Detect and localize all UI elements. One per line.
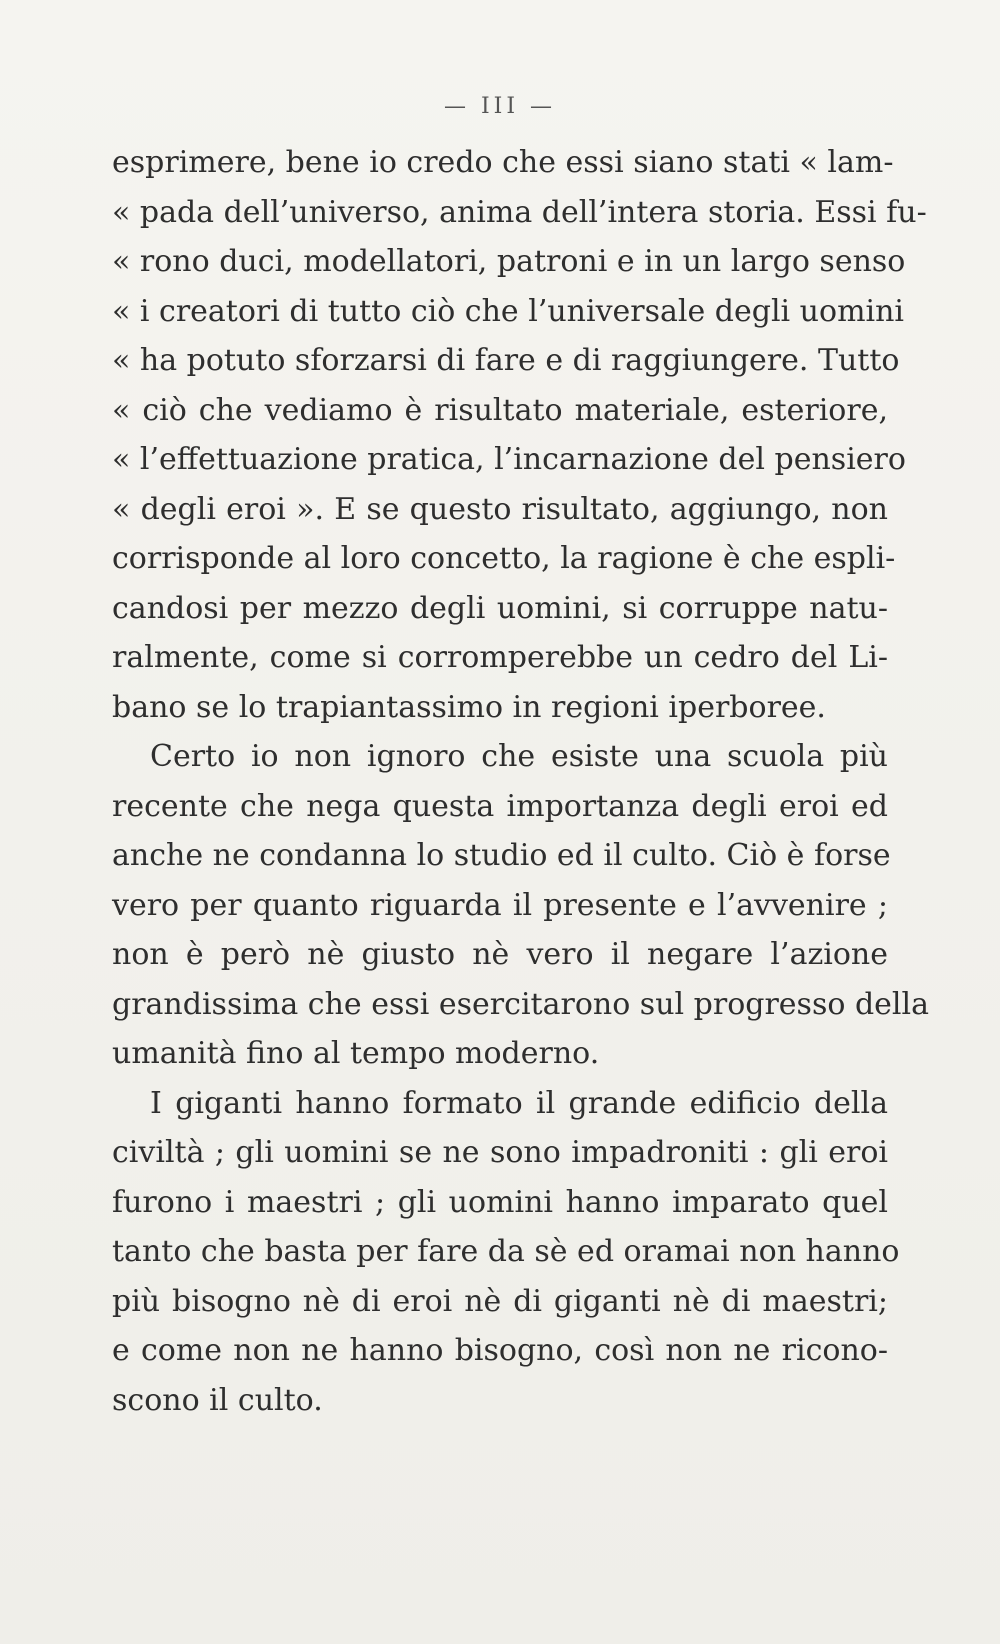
text-line: furono i maestri ; gli uomini hanno imparato quel xyxy=(112,1184,888,1220)
text-line: « l’effettuazione pratica, l’incarnazione del pensiero xyxy=(112,442,906,477)
page-number: — III — xyxy=(443,94,557,119)
text-line: « ciò che vediamo è risultato materiale, esteriore, xyxy=(112,392,888,428)
text-line: « degli eroi ». E se questo risultato, aggiungo, non xyxy=(112,491,888,527)
paragraph-end-line: bano se lo trapiantassimo in regioni iperboree. xyxy=(112,689,826,725)
paragraph-start-line: I giganti hanno formato il grande edificio della xyxy=(150,1085,888,1121)
paragraph-end-line: umanità fino al tempo moderno. xyxy=(112,1036,600,1071)
text-line: civiltà ; gli uomini se ne sono impadroniti : gli eroi xyxy=(112,1135,888,1170)
text-line: esprimere, bene io credo che essi siano stati « lam- xyxy=(112,145,894,180)
text-line: « pada dell’universo, anima dell’intera storia. Essi fu- xyxy=(112,194,927,230)
text-line: anche ne condanna lo studio ed il culto. Ciò è forse xyxy=(112,838,891,873)
paragraph-end-line: scono il culto. xyxy=(112,1382,323,1418)
text-line: tanto che basta per fare da sè ed oramai non hanno xyxy=(112,1234,900,1269)
text-line: « ha potuto sforzarsi di fare e di raggiungere. Tutto xyxy=(112,343,900,378)
text-line: e come non ne hanno bisogno, così non ne ricono- xyxy=(112,1333,888,1368)
text-line: grandissima che essi esercitarono sul progresso della xyxy=(112,986,929,1022)
text-line: corrisponde al loro concetto, la ragione è che espli- xyxy=(112,541,896,576)
text-line: « rono duci, modellatori, patroni e in un largo senso xyxy=(112,244,906,279)
text-line: « i creatori di tutto ciò che l’universale degli uomini xyxy=(112,293,905,329)
text-line: candosi per mezzo degli uomini, si corruppe natu- xyxy=(112,590,888,626)
text-line: recente che nega questa importanza degli eroi ed xyxy=(112,788,888,824)
paragraph-start-line: Certo io non ignoro che esiste una scuola più xyxy=(150,739,888,774)
text-line: non è però nè giusto nè vero il negare l’azione xyxy=(112,937,888,972)
text-line: più bisogno nè di eroi nè di giganti nè di maestri; xyxy=(112,1283,888,1319)
text-line: vero per quanto riguarda il presente e l’avvenire ; xyxy=(112,887,888,923)
text-line: ralmente, come si corromperebbe un cedro del Li- xyxy=(112,640,888,675)
body-text xyxy=(112,138,929,1425)
